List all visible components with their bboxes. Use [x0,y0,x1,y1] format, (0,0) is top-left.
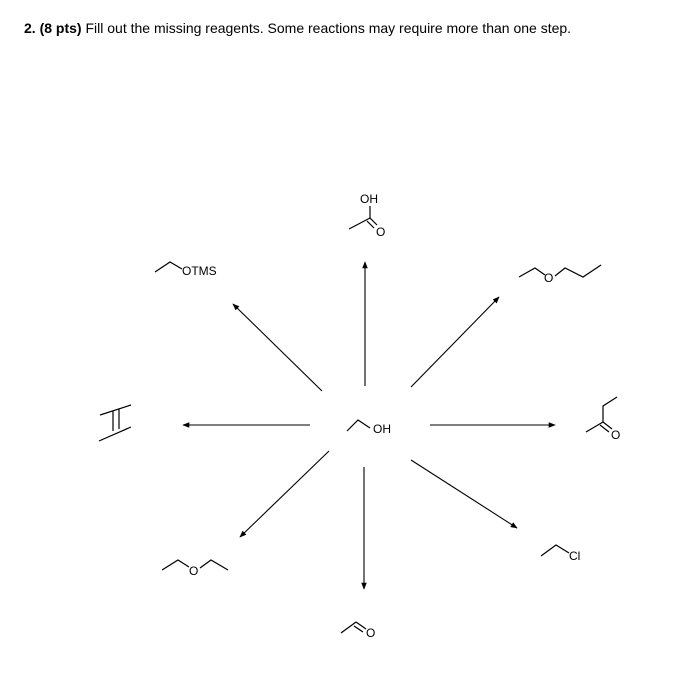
arrow-up-left [233,304,322,391]
chloroethane-cl-label: Cl [569,549,581,563]
acetic-acid-o-label: O [376,225,386,239]
acetic-acid-co-bond-2 [367,221,374,228]
ethyl-otms-label: OTMS [182,264,217,278]
ethyl-propyl-ether-right-bonds [555,265,601,277]
ethyl-otms-bonds [155,262,182,272]
acetaldehyde-o-label: O [366,626,376,640]
butanone-ethyl-bonds [603,397,617,422]
reaction-arrows [183,262,555,589]
butanone-o-label: O [611,428,621,442]
diethyl-ether-o-label: O [189,564,199,578]
molecule-top-right-ethyl-propyl-ether [519,265,601,285]
question-number: 2. [24,20,36,36]
diethyl-ether-right-bonds [200,560,228,570]
molecule-left-ethene [99,405,131,441]
arrow-down-right [411,460,517,528]
ethyl-propyl-ether-o-label: O [544,271,554,285]
acetic-acid-co-bond-1 [370,218,377,225]
ethanol-oh-label: OH [373,422,391,436]
molecule-top-acetic-acid [349,192,385,239]
molecule-bottom-right-chloroethane [541,545,580,563]
acetic-acid-c-c-bond [349,218,370,229]
butanone-methyl-bond [586,422,603,432]
chloroethane-bonds [541,545,569,556]
ethyl-propyl-ether-left-bonds [519,268,545,277]
question-points: (8 pts) [39,20,82,36]
ethene-bottom-bond [99,427,131,441]
ethanol-bonds [347,420,370,431]
acetaldehyde-co-bond-2 [354,626,363,632]
question-text: Fill out the missing reagents. Some reactions may require more than one step. [85,20,572,36]
ethene-top-bond [100,405,131,415]
molecule-right-2-butanone [586,397,620,442]
molecule-center-ethanol [347,420,391,436]
molecule-top-left-ethyl-otms [155,262,217,278]
arrow-up-right [411,297,499,387]
molecule-bottom-acetaldehyde [341,622,375,640]
acetaldehyde-c-c-bond [341,622,356,633]
molecule-bottom-left-diethyl-ether [162,560,228,578]
diethyl-ether-left-bonds [162,560,189,570]
arrow-down-left [240,451,329,537]
acetic-acid-oh-label: OH [360,192,378,206]
